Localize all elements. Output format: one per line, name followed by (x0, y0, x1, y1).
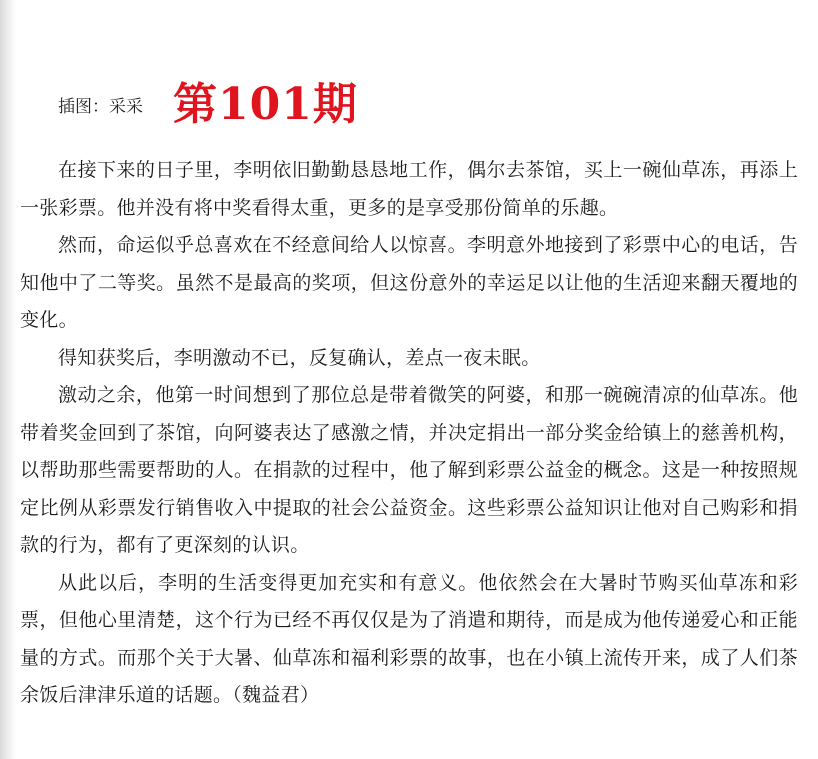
article-body (20, 152, 798, 715)
illustration-credit: 插图：采采 (58, 96, 143, 117)
paragraph: 激动之余，他第一时间想到了那位总是带着微笑的阿婆，和那一碗碗清凉的仙草冻。他带着奖金回到了茶馆，向阿婆表达了感激之情，并决定捐出一部分奖金给镇上的慈善机构，以帮助那些需要帮助的人。在捐款的过程中，他了解到彩票公益金的概念。这是一种按照规定比例从彩票发行销售收入中提取的社会公益资金。这些彩票公益知识让他对自己购彩和捐款的行为，都有了更深刻的认识。 (20, 384, 798, 556)
page-edge-shadow (0, 0, 16, 759)
paragraph: 得知获奖后，李明激动不已，反复确认，差点一夜未眠。 (58, 346, 541, 369)
paragraph: 然而，命运似乎总喜欢在不经意间给人以惊喜。李明意外地接到了彩票中心的电话，告知他中了二等奖。虽然不是最高的奖项，但这份意外的幸运足以让他的生活迎来翻天覆地的变化。 (20, 234, 798, 331)
paragraph: 从此以后，李明的生活变得更加充实和有意义。他依然会在大暑时节购买仙草冻和彩票，但他心里清楚，这个行为已经不再仅仅是为了消遣和期待，而是成为他传递爱心和正能量的方式。而那个关于大暑、仙草冻和福利彩票的故事，也在小镇上流传开来，成了人们茶余饭后津津乐道的话题。（魏益君） (20, 571, 798, 706)
paragraph: 在接下来的日子里，李明依旧勤勤恳恳地工作，偶尔去茶馆，买上一碗仙草冻，再添上一张彩票。他并没有将中奖看得太重，更多的是享受那份简单的乐趣。 (20, 159, 798, 219)
article-header (58, 70, 358, 130)
issue-number: 第101期 (173, 79, 358, 130)
